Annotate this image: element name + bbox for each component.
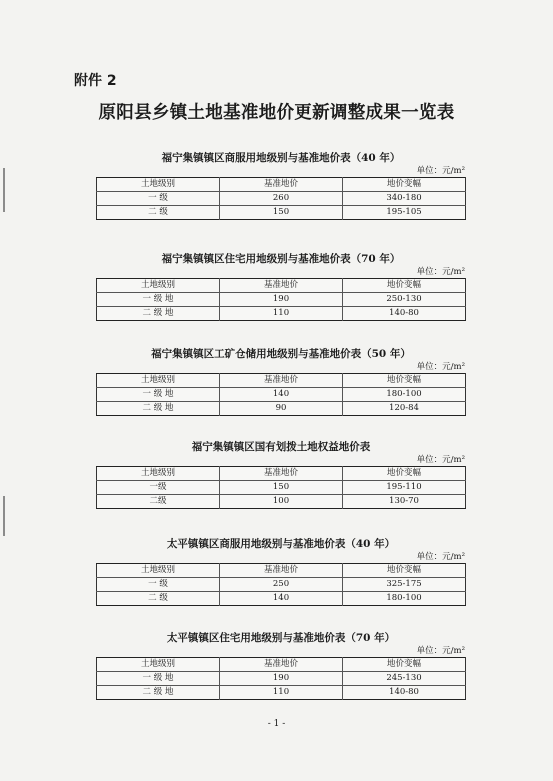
price-table xyxy=(96,563,466,606)
price-table-section xyxy=(96,439,466,509)
land-grade-cell: 二级 xyxy=(97,495,220,509)
land-grade-cell: 二 级 xyxy=(97,206,220,220)
unit-label: 单位：元/m² xyxy=(416,166,465,176)
table-header-row xyxy=(97,467,466,481)
table-row xyxy=(97,402,466,416)
base-price-cell: 190 xyxy=(220,293,343,307)
base-price-cell: 110 xyxy=(220,307,343,321)
price-range-cell: 250-130 xyxy=(343,293,466,307)
base-price-cell: 110 xyxy=(220,686,343,700)
price-table xyxy=(96,466,466,509)
scan-edge-mark xyxy=(3,496,5,536)
price-range-cell: 195-105 xyxy=(343,206,466,220)
base-price-cell: 140 xyxy=(220,592,343,606)
base-price-cell: 140 xyxy=(220,388,343,402)
column-header: 地价变幅 xyxy=(343,374,466,388)
table-title: 福宁集镇镇区国有划拨土地权益地价表 xyxy=(191,441,371,453)
land-grade-cell: 一 级 地 xyxy=(97,293,220,307)
table-row xyxy=(97,293,466,307)
price-table-section xyxy=(96,346,466,416)
unit-label: 单位：元/m² xyxy=(416,362,465,372)
table-row xyxy=(97,592,466,606)
column-header: 基准地价 xyxy=(220,178,343,192)
table-row xyxy=(97,206,466,220)
column-header: 土地级别 xyxy=(140,565,175,575)
base-price-cell: 250 xyxy=(220,578,343,592)
attachment-label: 附件 2 xyxy=(74,73,117,89)
price-table-section xyxy=(96,536,466,606)
price-range-cell: 130-70 xyxy=(343,495,466,509)
table-title: 福宁集镇镇区商服用地级别与基准地价表（40 年） xyxy=(161,152,401,164)
table-header-row xyxy=(97,279,466,293)
column-header: 土地级别 xyxy=(140,468,175,478)
base-price-cell: 90 xyxy=(220,402,343,416)
document-title: 原阳县乡镇土地基准地价更新调整成果一览表 xyxy=(98,103,455,123)
price-range-cell: 245-130 xyxy=(343,672,466,686)
column-header: 基准地价 xyxy=(220,467,343,481)
table-title: 福宁集镇镇区住宅用地级别与基准地价表（70 年） xyxy=(161,253,401,265)
land-grade-cell: 一 级 地 xyxy=(97,388,220,402)
table-title: 太平镇镇区商服用地级别与基准地价表（40 年） xyxy=(166,538,396,550)
table-row xyxy=(97,481,466,495)
column-header: 基准地价 xyxy=(220,658,343,672)
unit-label: 单位：元/m² xyxy=(416,646,465,656)
base-price-cell: 260 xyxy=(220,192,343,206)
unit-label: 单位：元/m² xyxy=(416,267,465,277)
price-table xyxy=(96,657,466,700)
base-price-cell: 150 xyxy=(220,206,343,220)
price-range-cell: 180-100 xyxy=(343,388,466,402)
table-header-row xyxy=(97,374,466,388)
table-header-row xyxy=(97,564,466,578)
scan-edge-mark xyxy=(3,168,5,212)
column-header: 土地级别 xyxy=(140,280,175,290)
column-header: 地价变幅 xyxy=(343,467,466,481)
column-header: 地价变幅 xyxy=(343,279,466,293)
land-grade-cell: 一 级 xyxy=(97,578,220,592)
land-grade-cell: 二 级 地 xyxy=(97,686,220,700)
price-table xyxy=(96,373,466,416)
column-header: 基准地价 xyxy=(220,374,343,388)
land-grade-cell: 二 级 地 xyxy=(97,402,220,416)
base-price-cell: 190 xyxy=(220,672,343,686)
unit-label: 单位：元/m² xyxy=(416,552,465,562)
land-grade-cell: 二 级 xyxy=(97,592,220,606)
price-table-section xyxy=(96,150,466,220)
table-title: 福宁集镇镇区工矿仓储用地级别与基准地价表（50 年） xyxy=(151,348,411,360)
column-header: 基准地价 xyxy=(220,279,343,293)
price-table xyxy=(96,278,466,321)
base-price-cell: 100 xyxy=(220,495,343,509)
page-number: - 1 - xyxy=(267,719,286,729)
land-grade-cell: 一 级 地 xyxy=(97,672,220,686)
price-table-section xyxy=(96,251,466,321)
price-range-cell: 140-80 xyxy=(343,307,466,321)
price-table-section xyxy=(96,630,466,700)
table-row xyxy=(97,495,466,509)
table-row xyxy=(97,307,466,321)
unit-label: 单位：元/m² xyxy=(416,455,465,465)
table-row xyxy=(97,686,466,700)
base-price-cell: 150 xyxy=(220,481,343,495)
column-header: 地价变幅 xyxy=(343,658,466,672)
column-header: 基准地价 xyxy=(220,564,343,578)
column-header: 地价变幅 xyxy=(343,178,466,192)
column-header: 地价变幅 xyxy=(343,564,466,578)
table-header-row xyxy=(97,658,466,672)
land-grade-cell: 一级 xyxy=(97,481,220,495)
table-title: 太平镇镇区住宅用地级别与基准地价表（70 年） xyxy=(166,632,396,644)
table-row xyxy=(97,388,466,402)
table-row xyxy=(97,672,466,686)
table-row xyxy=(97,192,466,206)
price-table xyxy=(96,177,466,220)
column-header: 土地级别 xyxy=(140,659,175,669)
price-range-cell: 195-110 xyxy=(343,481,466,495)
column-header: 土地级别 xyxy=(140,179,175,189)
price-range-cell: 140-80 xyxy=(343,686,466,700)
price-range-cell: 120-84 xyxy=(343,402,466,416)
price-range-cell: 340-180 xyxy=(343,192,466,206)
table-row xyxy=(97,578,466,592)
price-range-cell: 325-175 xyxy=(343,578,466,592)
table-header-row xyxy=(97,178,466,192)
column-header: 土地级别 xyxy=(140,375,175,385)
land-grade-cell: 一 级 xyxy=(97,192,220,206)
land-grade-cell: 二 级 地 xyxy=(97,307,220,321)
price-range-cell: 180-100 xyxy=(343,592,466,606)
